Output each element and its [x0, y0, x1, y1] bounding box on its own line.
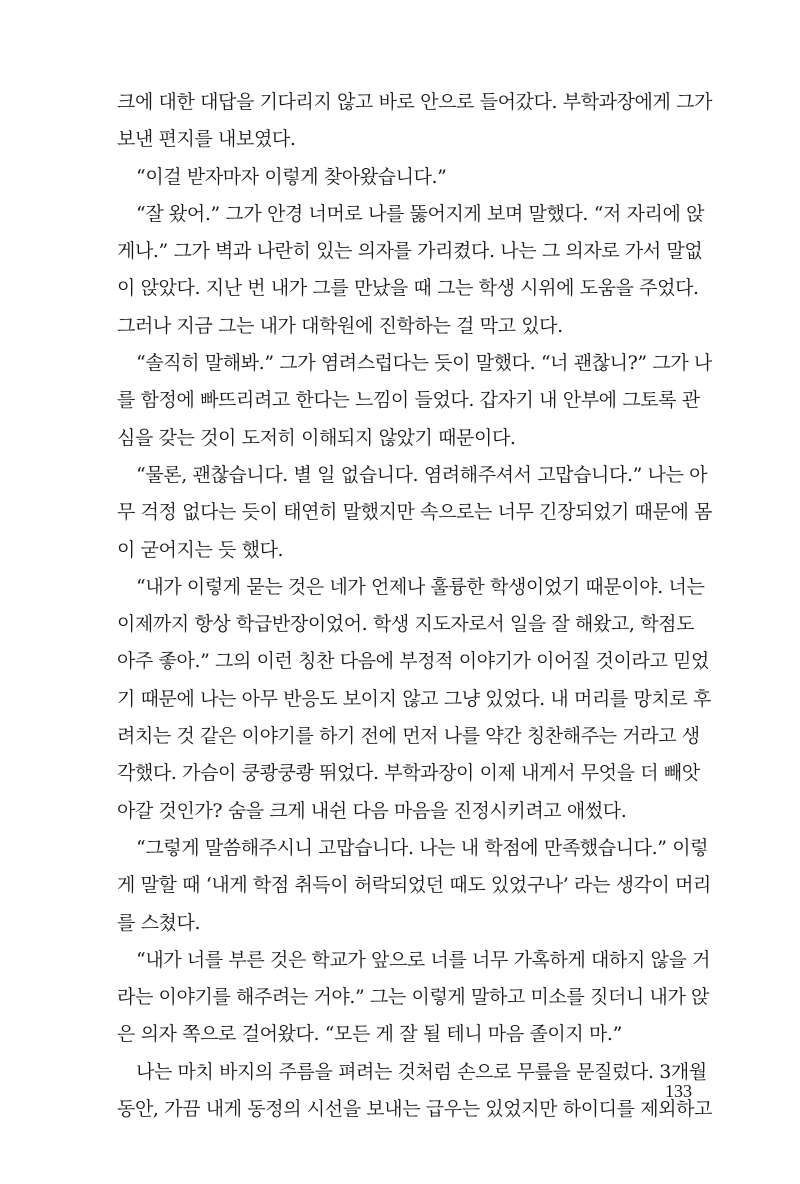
body-text: [117, 84, 713, 1128]
text-line: 보낸 편지를 내보였다.: [117, 128, 296, 151]
text-line: 각했다. 가슴이 쿵쾅쿵쾅 뛰었다. 부학과장이 이제 내게서 무엇을 더 빼앗: [117, 762, 700, 785]
text-line: 를 함정에 빠뜨리려고 한다는 느낌이 들었다. 갑자기 내 안부에 그토록 관: [117, 389, 700, 412]
page-number: 133: [665, 1081, 692, 1101]
text-line: 동안, 가끔 내게 동정의 시선을 보내는 급우는 있었지만 하이디를 제외하고: [117, 1098, 713, 1121]
text-line: “내가 이렇게 묻는 것은 네가 언제나 훌륭한 학생이었기 때문이야. 너는: [136, 575, 705, 598]
text-line: 아주 좋아.” 그의 이런 칭찬 다음에 부정적 이야기가 이어질 것이라고 믿었: [117, 650, 710, 673]
text-line: “물론, 괜찮습니다. 별 일 없습니다. 염려해주셔서 고맙습니다.” 나는 아: [136, 463, 708, 486]
text-line: “솔직히 말해봐.” 그가 염려스럽다는 듯이 말했다. “너 괜찮니?” 그가 나: [136, 352, 712, 375]
text-line: 를 스쳤다.: [117, 911, 201, 934]
text-line: 그러나 지금 그는 내가 대학원에 진학하는 걸 막고 있다.: [117, 314, 563, 337]
text-line: 기 때문에 나는 아무 반응도 보이지 않고 그냥 있었다. 내 머리를 망치로 후: [117, 687, 711, 710]
text-line: 심을 갖는 것이 도저히 이해되지 않았기 때문이다.: [117, 426, 516, 449]
text-line: “그렇게 말씀해주시니 고맙습니다. 나는 내 학점에 만족했습니다.” 이렇: [136, 836, 709, 859]
text-line: 아갈 것인가? 숨을 크게 내쉰 다음 마음을 진정시키려고 애썼다.: [117, 799, 627, 822]
text-line: 이제까지 항상 학급반장이었어. 학생 지도자로서 일을 잘 해왔고, 학점도: [117, 613, 695, 636]
text-line: 라는 이야기를 해주려는 거야.” 그는 이렇게 말하고 미소를 짓더니 내가 앉: [117, 986, 710, 1009]
text-line: “이걸 받자마자 이렇게 찾아왔습니다.”: [136, 165, 447, 188]
text-line: 게나.” 그가 벽과 나란히 있는 의자를 가리켰다. 나는 그 의자로 가서 말없: [117, 240, 703, 263]
text-line: 려치는 것 같은 이야기를 하기 전에 먼저 나를 약간 칭찬해주는 거라고 생: [117, 725, 700, 748]
text-line: 게 말할 때 ‘내게 학점 취득이 허락되었던 때도 있었구나’ 라는 생각이 머리: [117, 874, 711, 897]
text-line: 크에 대한 대답을 기다리지 않고 바로 안으로 들어갔다. 부학과장에게 그가: [117, 91, 713, 113]
text-line: “내가 너를 부른 것은 학교가 앞으로 너를 너무 가혹하게 대하지 않을 거: [136, 948, 711, 971]
text-line: 이 굳어지는 듯 했다.: [117, 538, 284, 561]
text-line: 이 앉았다. 지난 번 내가 그를 만났을 때 그는 학생 시위에 도움을 주었다.: [117, 277, 699, 300]
text-line: 은 의자 쪽으로 걸어왔다. “모든 게 잘 될 테니 마음 졸이지 마.”: [117, 1023, 622, 1046]
text-line: “잘 왔어.” 그가 안경 너머로 나를 뚫어지게 보며 말했다. “저 자리에 앉: [136, 202, 705, 225]
text-line: 무 걱정 없다는 듯이 태연히 말했지만 속으로는 너무 긴장되었기 때문에 몸: [117, 501, 713, 524]
text-line: 나는 마치 바지의 주름을 펴려는 것처럼 손으로 무릎을 문질렀다. 3개월: [136, 1060, 707, 1083]
